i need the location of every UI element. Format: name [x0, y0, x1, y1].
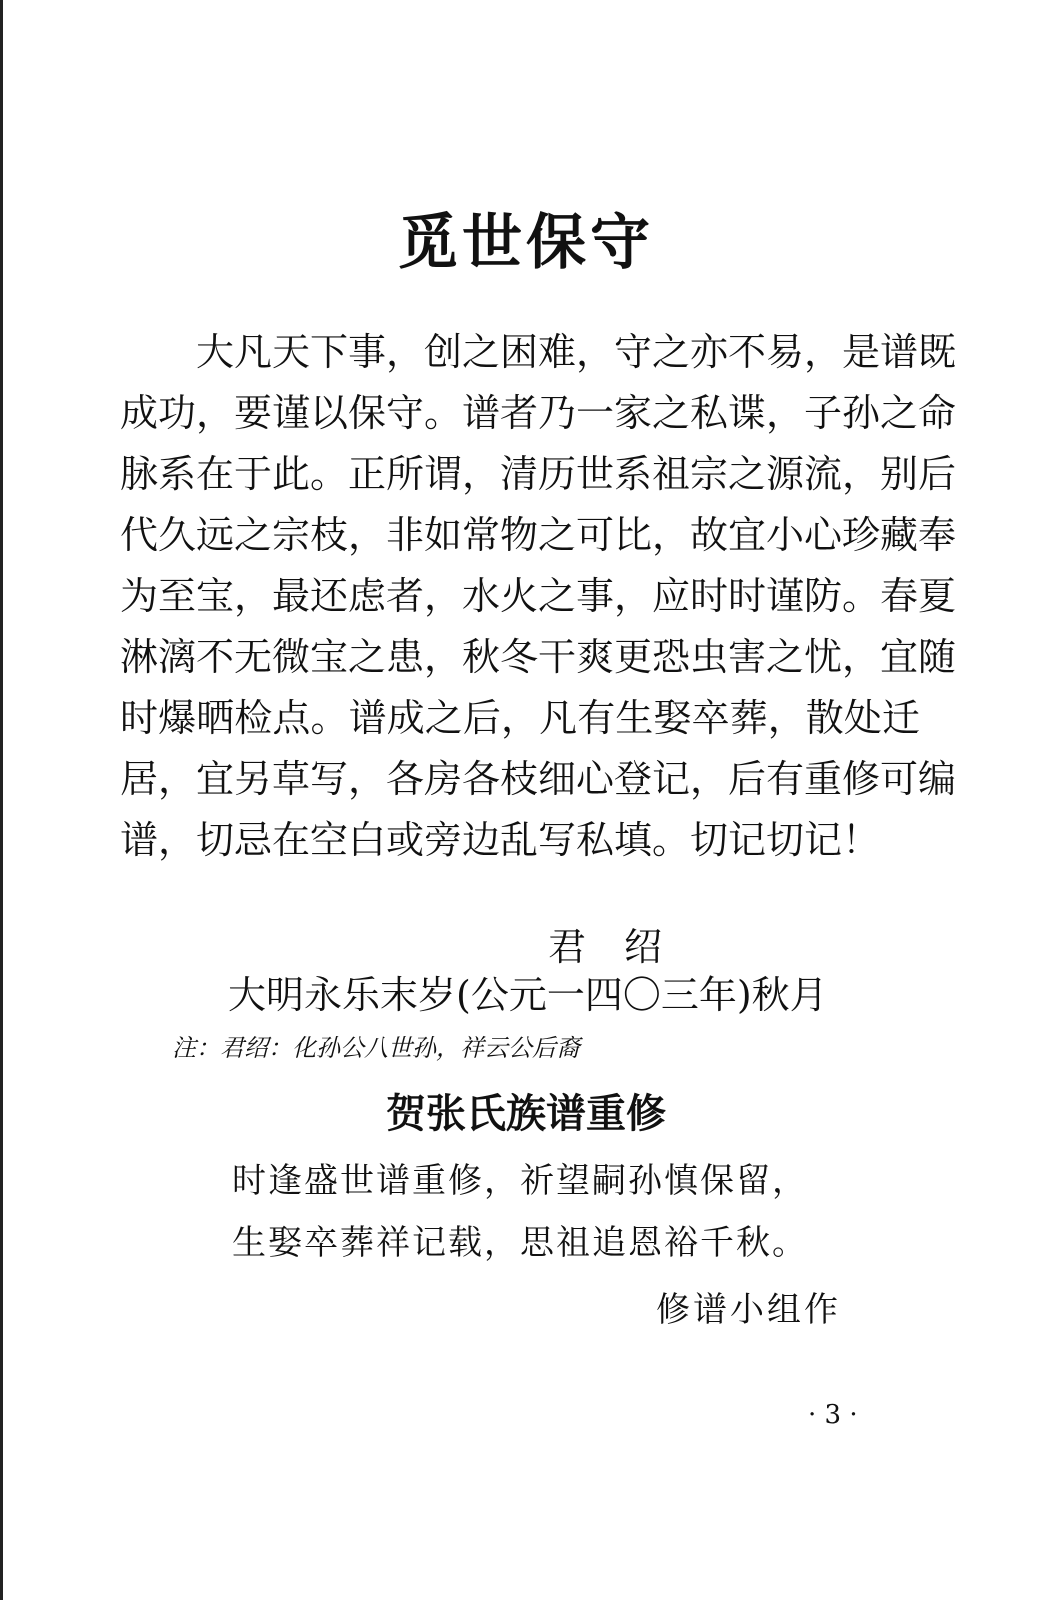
- paragraph-line: 居，宜另草写，各房各枝细心登记，后有重修可编: [120, 757, 957, 801]
- paragraph-line: 淋漓不无微宝之患，秋冬干爽更恐虫害之忧，宜随: [120, 635, 957, 679]
- paragraph-line: 为至宝，最还虑者，水火之事，应时时谨防。春夏: [120, 574, 957, 618]
- footnote: 注：君绍：化孙公八世孙，祥云公后裔: [172, 1034, 580, 1062]
- paragraph-line: 大凡天下事，创之困难，守之亦不易，是谱既: [196, 330, 957, 374]
- paragraph-line: 脉系在于此。正所谓，清历世系祖宗之源流，别后: [120, 452, 957, 496]
- paragraph-line: 谱，切忌在空白或旁边乱写私填。切记切记！: [120, 818, 881, 862]
- poem-title: 贺张氏族谱重修: [386, 1090, 666, 1137]
- paragraph-line: 成功，要谨以保守。谱者乃一家之私谍，子孙之命: [120, 391, 957, 435]
- poem-author: 修谱小组作: [656, 1290, 841, 1330]
- body-paragraph: [120, 322, 957, 871]
- signer-name: 君 绍: [548, 925, 663, 969]
- page-number: · 3 ·: [808, 1400, 858, 1430]
- date-line: 大明永乐末岁(公元一四〇三年)秋月: [228, 973, 828, 1017]
- page-title: 觅世保守: [398, 208, 654, 278]
- poem-line: 生娶卒葬祥记载，思祖追恩裕千秋。: [232, 1223, 808, 1263]
- poem-line: 时逢盛世谱重修，祈望嗣孙慎保留，: [232, 1161, 808, 1201]
- poem-body: [232, 1150, 808, 1274]
- paragraph-line: 代久远之宗枝，非如常物之可比，故宜小心珍藏奉: [120, 513, 957, 557]
- paragraph-line: 时爆晒检点。谱成之后，凡有生娶卒葬，散处迁: [120, 696, 920, 740]
